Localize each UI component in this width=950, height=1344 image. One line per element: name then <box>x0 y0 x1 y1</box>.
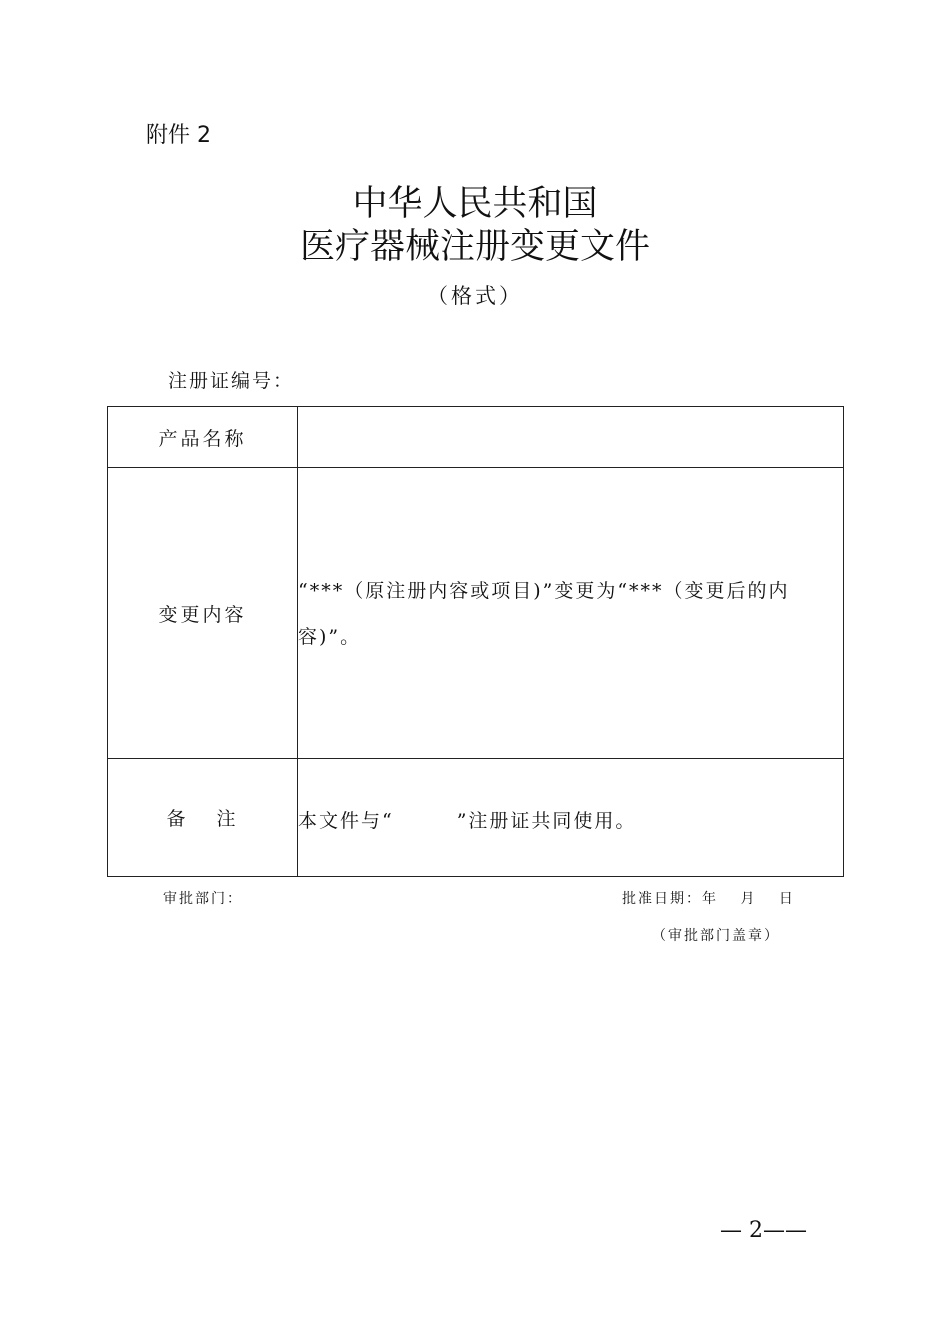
table-row <box>108 759 844 877</box>
change-form-table <box>107 406 844 877</box>
remark-cell <box>298 759 844 877</box>
remark-label-char1: 备 <box>166 808 189 830</box>
remark-value: 本文件与“ ”注册证共同使用。 <box>298 810 637 832</box>
product-name-value <box>298 407 844 468</box>
table-row <box>108 407 844 468</box>
format-note: （格式） <box>427 284 523 308</box>
registration-number-label: 注册证编号： <box>168 370 295 392</box>
approval-department-label: 审批部门： <box>163 891 243 907</box>
change-content-label: 变更内容 <box>108 468 298 759</box>
remark-label-char2: 注 <box>216 808 239 830</box>
page-number: — 2—— <box>720 1218 807 1243</box>
document-title-line1: 中华人民共和国 <box>352 184 598 224</box>
change-content-cell <box>298 468 844 759</box>
document-title-line2: 医疗器械注册变更文件 <box>299 227 650 267</box>
approval-date-label: 批准日期：年 月 日 <box>622 891 795 907</box>
table-row <box>108 468 844 759</box>
product-name-label: 产品名称 <box>108 407 298 468</box>
remark-label <box>108 759 298 877</box>
change-content-value: “***（原注册内容或项目)”变更为“***（变更后的内容)”。 <box>298 579 790 648</box>
seal-note: （审批部门盖章） <box>652 928 780 944</box>
attachment-label: 附件 2 <box>146 123 211 148</box>
